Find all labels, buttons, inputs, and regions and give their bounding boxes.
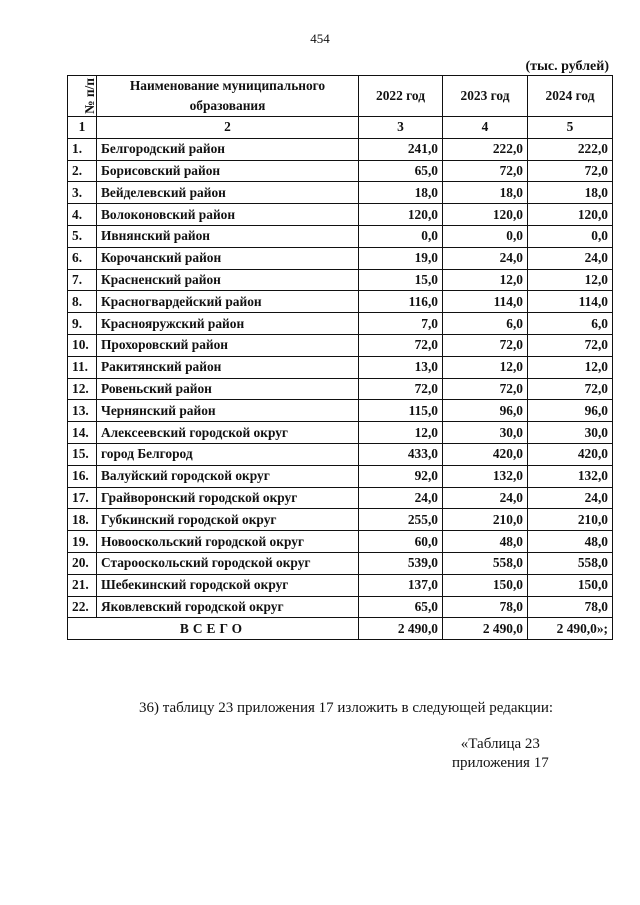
header-2024: 2024 год — [528, 76, 613, 117]
table-row — [68, 160, 613, 182]
table-row — [68, 487, 613, 509]
row-name: Вейделевский район — [97, 182, 359, 204]
row-value-2024: 48,0 — [528, 531, 613, 553]
page-number: 454 — [310, 31, 330, 46]
row-name: Новооскольский городской округ — [97, 531, 359, 553]
table-header-row — [68, 76, 613, 117]
row-number: 15. — [68, 443, 97, 465]
table-row — [68, 356, 613, 378]
row-name: Прохоровский район — [97, 334, 359, 356]
row-value-2022: 65,0 — [359, 160, 443, 182]
header-number — [68, 76, 97, 117]
row-number: 11. — [68, 356, 97, 378]
row-name: Ровеньский район — [97, 378, 359, 400]
column-index-row — [68, 117, 613, 139]
row-value-2022: 7,0 — [359, 313, 443, 335]
table-row — [68, 247, 613, 269]
table-row — [68, 225, 613, 247]
header-name: Наименование муниципального образования — [97, 76, 359, 117]
table-row — [68, 204, 613, 226]
row-value-2024: 78,0 — [528, 596, 613, 618]
row-number: 1. — [68, 138, 97, 160]
row-name: Белгородский район — [97, 138, 359, 160]
row-value-2023: 120,0 — [443, 204, 528, 226]
row-value-2023: 132,0 — [443, 465, 528, 487]
row-value-2022: 433,0 — [359, 443, 443, 465]
row-value-2023: 558,0 — [443, 552, 528, 574]
row-value-2023: 72,0 — [443, 334, 528, 356]
row-value-2024: 72,0 — [528, 160, 613, 182]
table-row — [68, 509, 613, 531]
row-value-2022: 19,0 — [359, 247, 443, 269]
row-value-2023: 0,0 — [443, 225, 528, 247]
row-value-2022: 255,0 — [359, 509, 443, 531]
row-number: 10. — [68, 334, 97, 356]
row-name: Красногвардейский район — [97, 291, 359, 313]
row-value-2024: 6,0 — [528, 313, 613, 335]
row-value-2024: 120,0 — [528, 204, 613, 226]
row-value-2024: 132,0 — [528, 465, 613, 487]
row-name: Волоконовский район — [97, 204, 359, 226]
row-value-2024: 210,0 — [528, 509, 613, 531]
index-cell: 5 — [528, 117, 613, 139]
row-value-2022: 241,0 — [359, 138, 443, 160]
index-cell: 1 — [68, 117, 97, 139]
row-value-2023: 12,0 — [443, 356, 528, 378]
row-value-2023: 12,0 — [443, 269, 528, 291]
row-value-2022: 13,0 — [359, 356, 443, 378]
table-row — [68, 138, 613, 160]
row-value-2022: 18,0 — [359, 182, 443, 204]
table-row — [68, 574, 613, 596]
row-value-2024: 96,0 — [528, 400, 613, 422]
row-number: 20. — [68, 552, 97, 574]
table-row — [68, 291, 613, 313]
total-2024: 2 490,0»; — [528, 618, 613, 640]
row-name: Чернянский район — [97, 400, 359, 422]
row-value-2022: 116,0 — [359, 291, 443, 313]
row-value-2022: 72,0 — [359, 378, 443, 400]
header-2022: 2022 год — [359, 76, 443, 117]
budget-table — [67, 75, 613, 640]
row-name: Старооскольский городской округ — [97, 552, 359, 574]
row-value-2022: 137,0 — [359, 574, 443, 596]
row-value-2022: 60,0 — [359, 531, 443, 553]
row-number: 19. — [68, 531, 97, 553]
total-label: ВСЕГО — [68, 618, 359, 640]
table-row — [68, 531, 613, 553]
row-value-2024: 0,0 — [528, 225, 613, 247]
row-name: Яковлевский городской округ — [97, 596, 359, 618]
table-reference — [452, 735, 549, 773]
row-value-2023: 30,0 — [443, 422, 528, 444]
units-label: (тыс. рублей) — [525, 59, 609, 74]
table-reference-line1: «Таблица 23 — [460, 736, 540, 752]
row-value-2023: 6,0 — [443, 313, 528, 335]
table-row — [68, 596, 613, 618]
row-value-2023: 150,0 — [443, 574, 528, 596]
row-name: Шебекинский городской округ — [97, 574, 359, 596]
table-row — [68, 182, 613, 204]
row-value-2022: 72,0 — [359, 334, 443, 356]
row-value-2024: 72,0 — [528, 334, 613, 356]
table-reference-line2: приложения 17 — [452, 755, 549, 771]
row-value-2022: 12,0 — [359, 422, 443, 444]
row-name: Ивнянский район — [97, 225, 359, 247]
row-name: город Белгород — [97, 443, 359, 465]
row-value-2022: 15,0 — [359, 269, 443, 291]
row-value-2023: 78,0 — [443, 596, 528, 618]
row-number: 3. — [68, 182, 97, 204]
row-name: Грайворонский городской округ — [97, 487, 359, 509]
row-number: 9. — [68, 313, 97, 335]
row-number: 21. — [68, 574, 97, 596]
row-value-2024: 12,0 — [528, 269, 613, 291]
table-row — [68, 378, 613, 400]
row-value-2022: 65,0 — [359, 596, 443, 618]
row-name: Борисовский район — [97, 160, 359, 182]
row-name: Валуйский городской округ — [97, 465, 359, 487]
row-value-2024: 24,0 — [528, 247, 613, 269]
row-value-2024: 222,0 — [528, 138, 613, 160]
row-value-2024: 12,0 — [528, 356, 613, 378]
row-value-2023: 18,0 — [443, 182, 528, 204]
row-number: 18. — [68, 509, 97, 531]
row-value-2023: 96,0 — [443, 400, 528, 422]
total-2022: 2 490,0 — [359, 618, 443, 640]
table-row — [68, 334, 613, 356]
row-value-2022: 0,0 — [359, 225, 443, 247]
row-value-2024: 18,0 — [528, 182, 613, 204]
total-row — [68, 618, 613, 640]
table-row — [68, 443, 613, 465]
index-cell: 4 — [443, 117, 528, 139]
row-name: Красненский район — [97, 269, 359, 291]
table-row — [68, 400, 613, 422]
row-number: 5. — [68, 225, 97, 247]
row-value-2022: 24,0 — [359, 487, 443, 509]
row-value-2023: 48,0 — [443, 531, 528, 553]
row-value-2024: 420,0 — [528, 443, 613, 465]
row-number: 4. — [68, 204, 97, 226]
table-row — [68, 269, 613, 291]
row-value-2024: 150,0 — [528, 574, 613, 596]
row-number: 8. — [68, 291, 97, 313]
row-value-2023: 24,0 — [443, 487, 528, 509]
row-value-2024: 72,0 — [528, 378, 613, 400]
row-value-2023: 420,0 — [443, 443, 528, 465]
row-name: Алексеевский городской округ — [97, 422, 359, 444]
index-cell: 3 — [359, 117, 443, 139]
row-value-2023: 24,0 — [443, 247, 528, 269]
index-cell: 2 — [97, 117, 359, 139]
table-row — [68, 313, 613, 335]
row-value-2022: 115,0 — [359, 400, 443, 422]
row-name: Краснояружский район — [97, 313, 359, 335]
row-number: 2. — [68, 160, 97, 182]
row-value-2023: 114,0 — [443, 291, 528, 313]
total-2023: 2 490,0 — [443, 618, 528, 640]
row-value-2022: 539,0 — [359, 552, 443, 574]
row-number: 22. — [68, 596, 97, 618]
row-value-2023: 210,0 — [443, 509, 528, 531]
row-value-2022: 120,0 — [359, 204, 443, 226]
table-row — [68, 552, 613, 574]
table-row — [68, 465, 613, 487]
row-value-2022: 92,0 — [359, 465, 443, 487]
row-value-2023: 72,0 — [443, 378, 528, 400]
row-name: Корочанский район — [97, 247, 359, 269]
row-value-2023: 72,0 — [443, 160, 528, 182]
row-name: Губкинский городской округ — [97, 509, 359, 531]
row-number: 7. — [68, 269, 97, 291]
row-number: 12. — [68, 378, 97, 400]
row-value-2024: 114,0 — [528, 291, 613, 313]
row-number: 13. — [68, 400, 97, 422]
row-number: 17. — [68, 487, 97, 509]
row-value-2024: 24,0 — [528, 487, 613, 509]
header-2023: 2023 год — [443, 76, 528, 117]
instruction-text: 36) таблицу 23 приложения 17 изложить в следующей редакции: — [139, 700, 554, 716]
row-number: 6. — [68, 247, 97, 269]
row-value-2024: 558,0 — [528, 552, 613, 574]
row-value-2023: 222,0 — [443, 138, 528, 160]
header-number-text: № п/п — [81, 78, 97, 114]
row-name: Ракитянский район — [97, 356, 359, 378]
row-value-2024: 30,0 — [528, 422, 613, 444]
row-number: 16. — [68, 465, 97, 487]
table-row — [68, 422, 613, 444]
row-number: 14. — [68, 422, 97, 444]
